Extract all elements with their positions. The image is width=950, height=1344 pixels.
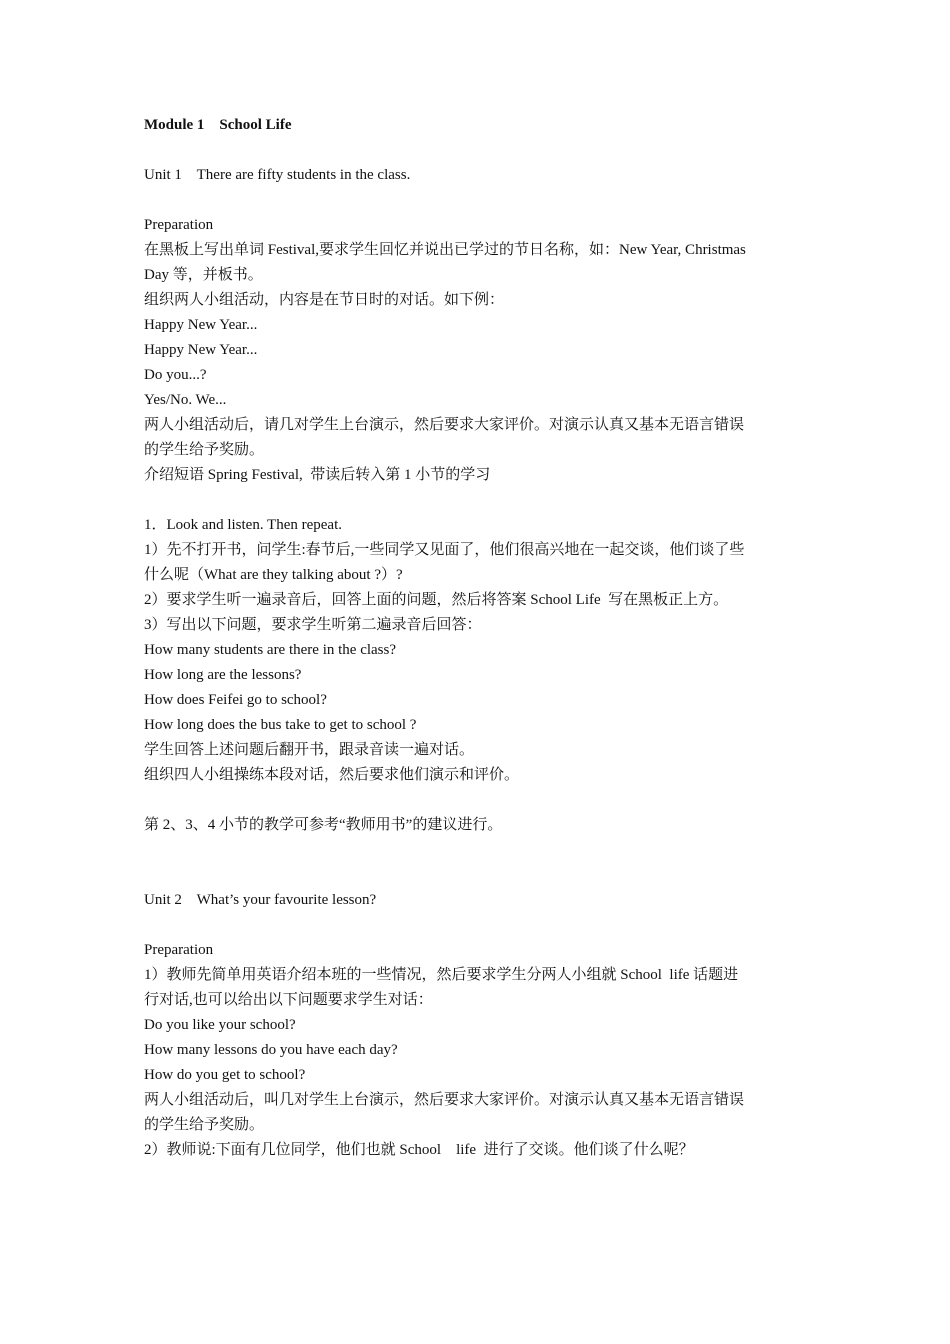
unit1-prep-line: Day 等，并板书。	[144, 267, 263, 283]
unit2-prep-line: 2）教师说:下面有几位同学，他们也就 School life 进行了交谈。他们谈了什么呢？	[144, 1142, 694, 1158]
unit1-section1-line: How long does the bus take to get to school ?	[144, 717, 417, 733]
unit2-title: Unit 2 What’s your favourite lesson?	[144, 892, 377, 908]
spacer	[144, 488, 812, 513]
spacer	[144, 913, 812, 938]
unit2-prep-line: How do you get to school?	[144, 1067, 306, 1083]
spacer	[144, 188, 812, 213]
spacer	[144, 838, 812, 863]
unit1-prep-line: 介绍短语 Spring Festival, 带读后转入第 1 小节的学习	[144, 467, 491, 483]
unit1-section1-heading: 1．Look and listen. Then repeat.	[144, 517, 343, 533]
unit1-section1-line: 学生回答上述问题后翻开书，跟录音读一遍对话。	[144, 742, 475, 758]
spacer	[144, 788, 812, 813]
unit2-prep-line: 的学生给予奖励。	[144, 1117, 265, 1133]
unit1-prep-line: Yes/No. We...	[144, 392, 227, 408]
unit1-section1-line: 什么呢（What are they talking about ?）?	[144, 567, 403, 583]
document-page	[144, 113, 812, 1163]
unit1-section1-line: How long are the lessons?	[144, 667, 302, 683]
module-title: Module 1 School Life	[144, 117, 292, 133]
unit1-preparation-heading: Preparation	[144, 217, 214, 233]
unit1-closing-line: 第 2、3、4 小节的教学可参考“教师用书”的建议进行。	[144, 817, 503, 833]
unit1-prep-line: Happy New Year...	[144, 317, 258, 333]
unit2-preparation-heading: Preparation	[144, 942, 214, 958]
spacer	[144, 863, 812, 888]
unit1-prep-line: 的学生给予奖励。	[144, 442, 265, 458]
spacer	[144, 138, 812, 163]
unit1-section1-line: 3）写出以下问题，要求学生听第二遍录音后回答：	[144, 617, 482, 633]
unit1-prep-line: Do you...?	[144, 367, 207, 383]
unit1-title: Unit 1 There are fifty students in the class.	[144, 167, 411, 183]
unit1-prep-line: 两人小组活动后，请几对学生上台演示，然后要求大家评价。对演示认真又基本无语言错误	[144, 417, 745, 433]
unit1-prep-line: 组织两人小组活动，内容是在节日时的对话。如下例：	[144, 292, 505, 308]
unit1-section1-line: How does Feifei go to school?	[144, 692, 327, 708]
unit2-prep-line: 两人小组活动后，叫几对学生上台演示，然后要求大家评价。对演示认真又基本无语言错误	[144, 1092, 745, 1108]
unit2-prep-line: Do you like your school?	[144, 1017, 296, 1033]
unit2-prep-line: How many lessons do you have each day?	[144, 1042, 398, 1058]
unit1-section1-line: 组织四人小组操练本段对话，然后要求他们演示和评价。	[144, 767, 520, 783]
unit1-section1-line: 1）先不打开书，问学生:春节后,一些同学又见面了，他们很高兴地在一起交谈，他们谈了些	[144, 542, 745, 558]
unit2-prep-line: 行对话,也可以给出以下问题要求学生对话：	[144, 992, 433, 1008]
unit1-section1-line: 2）要求学生听一遍录音后，回答上面的问题，然后将答案 School Life 写在黑板正上方。	[144, 592, 729, 608]
unit1-prep-line: Happy New Year...	[144, 342, 258, 358]
unit1-prep-line: 在黑板上写出单词 Festival,要求学生回忆并说出已学过的节日名称，如：New Year, Christmas	[144, 242, 746, 258]
unit2-prep-line: 1）教师先简单用英语介绍本班的一些情况，然后要求学生分两人小组就 School life 话题进	[144, 967, 739, 983]
unit1-section1-line: How many students are there in the class?	[144, 642, 397, 658]
